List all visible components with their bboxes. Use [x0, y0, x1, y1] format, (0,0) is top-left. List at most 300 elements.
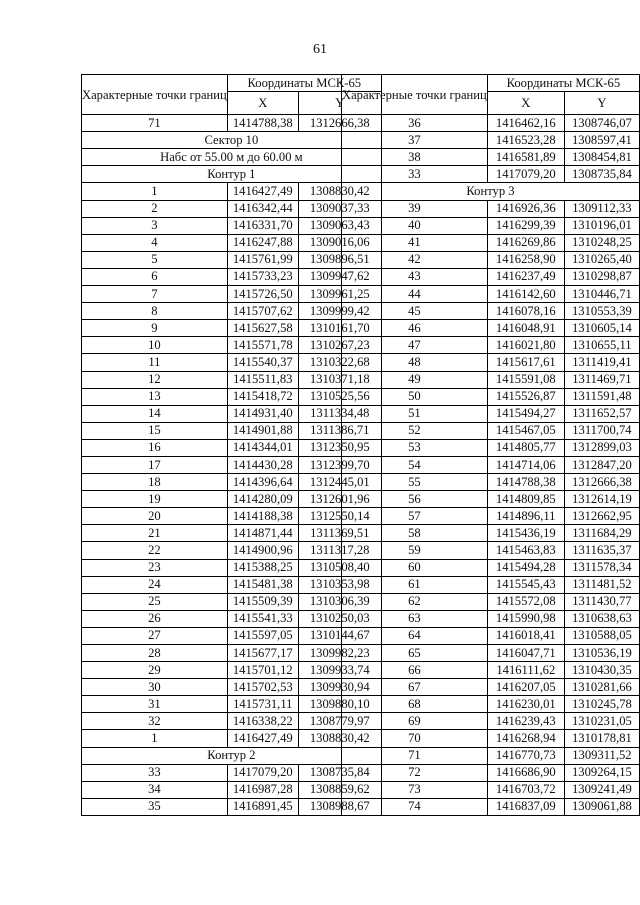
x-coordinate-cell: 1415591,08 [487, 371, 564, 388]
point-number-cell: 65 [342, 645, 488, 662]
table-row [342, 234, 640, 251]
y-coordinate-cell: 1310353,98 [298, 576, 381, 593]
x-coordinate-cell: 1416111,62 [487, 662, 564, 679]
point-number-cell: 7 [82, 286, 228, 303]
x-coordinate-cell: 1415990,98 [487, 610, 564, 627]
x-coordinate-cell: 1414188,38 [227, 508, 298, 525]
y-coordinate-cell: 1309063,43 [298, 217, 381, 234]
header-y: Y [564, 92, 639, 115]
point-number-cell: 43 [342, 268, 488, 285]
table-row [82, 456, 382, 473]
table-row [82, 781, 382, 798]
section-row [342, 183, 640, 200]
x-coordinate-cell: 1417079,20 [227, 764, 298, 781]
table-row [82, 508, 382, 525]
y-coordinate-cell: 1310508,40 [298, 559, 381, 576]
y-coordinate-cell: 1311419,41 [564, 354, 639, 371]
point-number-cell: 52 [342, 422, 488, 439]
x-coordinate-cell: 1414900,96 [227, 542, 298, 559]
x-coordinate-cell: 1415540,37 [227, 354, 298, 371]
point-number-cell: 60 [342, 559, 488, 576]
x-coordinate-cell: 1416342,44 [227, 200, 298, 217]
y-coordinate-cell: 1308779,97 [298, 713, 381, 730]
y-coordinate-cell: 1312601,96 [298, 491, 381, 508]
point-number-cell: 25 [82, 593, 228, 610]
section-label: Контур 1 [82, 166, 382, 183]
table-row [82, 405, 382, 422]
y-coordinate-cell: 1310245,78 [564, 696, 639, 713]
x-coordinate-cell: 1415511,83 [227, 371, 298, 388]
x-coordinate-cell: 1416581,89 [487, 149, 564, 166]
table-row [342, 781, 640, 798]
point-number-cell: 28 [82, 645, 228, 662]
point-number-cell: 19 [82, 491, 228, 508]
table-row [342, 166, 640, 183]
header-points: Характерные точки границ [342, 75, 488, 115]
point-number-cell: 30 [82, 679, 228, 696]
y-coordinate-cell: 1310553,39 [564, 303, 639, 320]
table-row [82, 764, 382, 781]
x-coordinate-cell: 1416926,36 [487, 200, 564, 217]
y-coordinate-cell: 1310430,35 [564, 662, 639, 679]
point-number-cell: 37 [342, 132, 488, 149]
section-row [82, 149, 382, 166]
point-number-cell: 53 [342, 439, 488, 456]
x-coordinate-cell: 1415761,99 [227, 251, 298, 268]
x-coordinate-cell: 1414788,38 [227, 115, 298, 132]
table-row [82, 610, 382, 627]
table-row [82, 217, 382, 234]
table-row [82, 115, 382, 132]
y-coordinate-cell: 1308859,62 [298, 781, 381, 798]
point-number-cell: 1 [82, 183, 228, 200]
x-coordinate-cell: 1415526,87 [487, 388, 564, 405]
table-row [342, 798, 640, 815]
coordinates-table-left [81, 74, 382, 816]
x-coordinate-cell: 1416837,09 [487, 798, 564, 815]
point-number-cell: 39 [342, 200, 488, 217]
point-number-cell: 71 [342, 747, 488, 764]
y-coordinate-cell: 1311430,77 [564, 593, 639, 610]
x-coordinate-cell: 1415571,78 [227, 337, 298, 354]
y-coordinate-cell: 1311386,71 [298, 422, 381, 439]
table-row [342, 645, 640, 662]
point-number-cell: 57 [342, 508, 488, 525]
table-row [342, 337, 640, 354]
x-coordinate-cell: 1416427,49 [227, 183, 298, 200]
point-number-cell: 40 [342, 217, 488, 234]
x-coordinate-cell: 1415707,62 [227, 303, 298, 320]
y-coordinate-cell: 1308454,81 [564, 149, 639, 166]
table-row [342, 525, 640, 542]
point-number-cell: 73 [342, 781, 488, 798]
table-row [82, 627, 382, 644]
table-row [82, 354, 382, 371]
table-row [342, 593, 640, 610]
x-coordinate-cell: 1415494,28 [487, 559, 564, 576]
table-row [342, 662, 640, 679]
point-number-cell: 66 [342, 662, 488, 679]
y-coordinate-cell: 1312550,14 [298, 508, 381, 525]
table-row [342, 747, 640, 764]
table-row [82, 234, 382, 251]
y-coordinate-cell: 1309896,51 [298, 251, 381, 268]
x-coordinate-cell: 1414430,28 [227, 456, 298, 473]
x-coordinate-cell: 1415509,39 [227, 593, 298, 610]
point-number-cell: 45 [342, 303, 488, 320]
table-row [82, 662, 382, 679]
point-number-cell: 49 [342, 371, 488, 388]
x-coordinate-cell: 1416523,28 [487, 132, 564, 149]
x-coordinate-cell: 1415572,08 [487, 593, 564, 610]
y-coordinate-cell: 1309264,15 [564, 764, 639, 781]
point-number-cell: 14 [82, 405, 228, 422]
x-coordinate-cell: 1416018,41 [487, 627, 564, 644]
table-row [82, 798, 382, 815]
x-coordinate-cell: 1416258,90 [487, 251, 564, 268]
coordinates-table-right [341, 74, 640, 816]
point-number-cell: 35 [82, 798, 228, 815]
x-coordinate-cell: 1416237,49 [487, 268, 564, 285]
table-row [342, 439, 640, 456]
table-row [342, 303, 640, 320]
x-coordinate-cell: 1415701,12 [227, 662, 298, 679]
point-number-cell: 59 [342, 542, 488, 559]
point-number-cell: 51 [342, 405, 488, 422]
y-coordinate-cell: 1310281,66 [564, 679, 639, 696]
x-coordinate-cell: 1417079,20 [487, 166, 564, 183]
table-row [82, 713, 382, 730]
y-coordinate-cell: 1310536,19 [564, 645, 639, 662]
point-number-cell: 29 [82, 662, 228, 679]
y-coordinate-cell: 1312445,01 [298, 474, 381, 491]
table-row [82, 286, 382, 303]
x-coordinate-cell: 1414901,88 [227, 422, 298, 439]
section-row [82, 747, 382, 764]
point-number-cell: 22 [82, 542, 228, 559]
section-label: Контур 2 [82, 747, 382, 764]
y-coordinate-cell: 1309880,10 [298, 696, 381, 713]
x-coordinate-cell: 1415436,19 [487, 525, 564, 542]
header-coordinates: Координаты МСК-65 [227, 75, 381, 92]
point-number-cell: 16 [82, 439, 228, 456]
table-row [82, 576, 382, 593]
y-coordinate-cell: 1312662,95 [564, 508, 639, 525]
x-coordinate-cell: 1416703,72 [487, 781, 564, 798]
x-coordinate-cell: 1416299,39 [487, 217, 564, 234]
x-coordinate-cell: 1414344,01 [227, 439, 298, 456]
table-row [82, 491, 382, 508]
point-number-cell: 23 [82, 559, 228, 576]
page-number: 61 [313, 42, 327, 57]
table-row [342, 371, 640, 388]
point-number-cell: 13 [82, 388, 228, 405]
section-label: Набс от 55.00 м до 60.00 м [82, 149, 382, 166]
header-x: X [227, 92, 298, 115]
table-row [342, 456, 640, 473]
point-number-cell: 18 [82, 474, 228, 491]
point-number-cell: 41 [342, 234, 488, 251]
y-coordinate-cell: 1311578,34 [564, 559, 639, 576]
table-row [342, 474, 640, 491]
point-number-cell: 9 [82, 320, 228, 337]
x-coordinate-cell: 1416230,01 [487, 696, 564, 713]
y-coordinate-cell: 1310371,18 [298, 371, 381, 388]
x-coordinate-cell: 1416047,71 [487, 645, 564, 662]
point-number-cell: 4 [82, 234, 228, 251]
x-coordinate-cell: 1416891,45 [227, 798, 298, 815]
point-number-cell: 68 [342, 696, 488, 713]
table-row [342, 149, 640, 166]
table-row [342, 627, 640, 644]
point-number-cell: 58 [342, 525, 488, 542]
x-coordinate-cell: 1415726,50 [227, 286, 298, 303]
y-coordinate-cell: 1310655,11 [564, 337, 639, 354]
table-row [82, 559, 382, 576]
x-coordinate-cell: 1415677,17 [227, 645, 298, 662]
table-row [82, 183, 382, 200]
header-points: Характерные точки границ [82, 75, 228, 115]
x-coordinate-cell: 1414788,38 [487, 474, 564, 491]
y-coordinate-cell: 1311334,48 [298, 405, 381, 422]
point-number-cell: 48 [342, 354, 488, 371]
table-row [82, 696, 382, 713]
y-coordinate-cell: 1309933,74 [298, 662, 381, 679]
y-coordinate-cell: 1308746,07 [564, 115, 639, 132]
table-row [82, 200, 382, 217]
y-coordinate-cell: 1312350,95 [298, 439, 381, 456]
table-row [82, 303, 382, 320]
y-coordinate-cell: 1310196,01 [564, 217, 639, 234]
point-number-cell: 44 [342, 286, 488, 303]
table-body-left [82, 115, 382, 816]
point-number-cell: 17 [82, 456, 228, 473]
section-label: Сектор 10 [82, 132, 382, 149]
table-row [82, 422, 382, 439]
x-coordinate-cell: 1415541,33 [227, 610, 298, 627]
x-coordinate-cell: 1414396,64 [227, 474, 298, 491]
point-number-cell: 6 [82, 268, 228, 285]
table-row [342, 679, 640, 696]
x-coordinate-cell: 1416078,16 [487, 303, 564, 320]
x-coordinate-cell: 1415627,58 [227, 320, 298, 337]
y-coordinate-cell: 1312666,38 [564, 474, 639, 491]
point-number-cell: 62 [342, 593, 488, 610]
x-coordinate-cell: 1415418,72 [227, 388, 298, 405]
table-row [342, 422, 640, 439]
point-number-cell: 56 [342, 491, 488, 508]
y-coordinate-cell: 1312399,70 [298, 456, 381, 473]
point-number-cell: 63 [342, 610, 488, 627]
x-coordinate-cell: 1415463,83 [487, 542, 564, 559]
point-number-cell: 32 [82, 713, 228, 730]
point-number-cell: 12 [82, 371, 228, 388]
x-coordinate-cell: 1416247,88 [227, 234, 298, 251]
y-coordinate-cell: 1312614,19 [564, 491, 639, 508]
y-coordinate-cell: 1311369,51 [298, 525, 381, 542]
table-row [82, 593, 382, 610]
table-row [342, 268, 640, 285]
point-number-cell: 1 [82, 730, 228, 747]
table-row [82, 320, 382, 337]
point-number-cell: 31 [82, 696, 228, 713]
point-number-cell: 21 [82, 525, 228, 542]
x-coordinate-cell: 1415731,11 [227, 696, 298, 713]
x-coordinate-cell: 1416770,73 [487, 747, 564, 764]
y-coordinate-cell: 1311317,28 [298, 542, 381, 559]
x-coordinate-cell: 1416142,60 [487, 286, 564, 303]
point-number-cell: 3 [82, 217, 228, 234]
y-coordinate-cell: 1309930,94 [298, 679, 381, 696]
point-number-cell: 27 [82, 627, 228, 644]
table-body-right [342, 115, 640, 816]
point-number-cell: 42 [342, 251, 488, 268]
point-number-cell: 34 [82, 781, 228, 798]
y-coordinate-cell: 1310525,56 [298, 388, 381, 405]
point-number-cell: 5 [82, 251, 228, 268]
x-coordinate-cell: 1414896,11 [487, 508, 564, 525]
x-coordinate-cell: 1415481,38 [227, 576, 298, 593]
x-coordinate-cell: 1416427,49 [227, 730, 298, 747]
x-coordinate-cell: 1416338,22 [227, 713, 298, 730]
x-coordinate-cell: 1415733,23 [227, 268, 298, 285]
table-row [342, 559, 640, 576]
y-coordinate-cell: 1308830,42 [298, 730, 381, 747]
table-row [342, 405, 640, 422]
table-row [342, 286, 640, 303]
y-coordinate-cell: 1309016,06 [298, 234, 381, 251]
point-number-cell: 70 [342, 730, 488, 747]
section-label: Контур 3 [342, 183, 640, 200]
y-coordinate-cell: 1308735,84 [298, 764, 381, 781]
y-coordinate-cell: 1309037,33 [298, 200, 381, 217]
x-coordinate-cell: 1414809,85 [487, 491, 564, 508]
section-row [82, 166, 382, 183]
y-coordinate-cell: 1311469,71 [564, 371, 639, 388]
y-coordinate-cell: 1309947,62 [298, 268, 381, 285]
point-number-cell: 50 [342, 388, 488, 405]
table-row [342, 354, 640, 371]
x-coordinate-cell: 1416331,70 [227, 217, 298, 234]
x-coordinate-cell: 1416462,16 [487, 115, 564, 132]
point-number-cell: 46 [342, 320, 488, 337]
y-coordinate-cell: 1308735,84 [564, 166, 639, 183]
y-coordinate-cell: 1310605,14 [564, 320, 639, 337]
point-number-cell: 47 [342, 337, 488, 354]
point-number-cell: 54 [342, 456, 488, 473]
table-row [342, 576, 640, 593]
y-coordinate-cell: 1310267,23 [298, 337, 381, 354]
y-coordinate-cell: 1309241,49 [564, 781, 639, 798]
x-coordinate-cell: 1415494,27 [487, 405, 564, 422]
table-row [82, 337, 382, 354]
point-number-cell: 33 [82, 764, 228, 781]
x-coordinate-cell: 1415545,43 [487, 576, 564, 593]
point-number-cell: 20 [82, 508, 228, 525]
x-coordinate-cell: 1414805,77 [487, 439, 564, 456]
table-row [342, 217, 640, 234]
table-row [342, 491, 640, 508]
x-coordinate-cell: 1416987,28 [227, 781, 298, 798]
y-coordinate-cell: 1312666,38 [298, 115, 381, 132]
y-coordinate-cell: 1310161,70 [298, 320, 381, 337]
y-coordinate-cell: 1311652,57 [564, 405, 639, 422]
y-coordinate-cell: 1310248,25 [564, 234, 639, 251]
y-coordinate-cell: 1310231,05 [564, 713, 639, 730]
point-number-cell: 26 [82, 610, 228, 627]
y-coordinate-cell: 1308830,42 [298, 183, 381, 200]
table-row [82, 251, 382, 268]
table-row [342, 610, 640, 627]
x-coordinate-cell: 1416207,05 [487, 679, 564, 696]
table-row [342, 764, 640, 781]
table-row [342, 115, 640, 132]
table-row [342, 730, 640, 747]
point-number-cell: 33 [342, 166, 488, 183]
y-coordinate-cell: 1309982,23 [298, 645, 381, 662]
y-coordinate-cell: 1310265,40 [564, 251, 639, 268]
table-row [82, 388, 382, 405]
table-row [82, 268, 382, 285]
point-number-cell: 24 [82, 576, 228, 593]
y-coordinate-cell: 1311684,29 [564, 525, 639, 542]
table-row [82, 645, 382, 662]
point-number-cell: 69 [342, 713, 488, 730]
y-coordinate-cell: 1312847,20 [564, 456, 639, 473]
y-coordinate-cell: 1311481,52 [564, 576, 639, 593]
x-coordinate-cell: 1416239,43 [487, 713, 564, 730]
y-coordinate-cell: 1309999,42 [298, 303, 381, 320]
table-row [342, 696, 640, 713]
point-number-cell: 36 [342, 115, 488, 132]
y-coordinate-cell: 1311591,48 [564, 388, 639, 405]
y-coordinate-cell: 1311635,37 [564, 542, 639, 559]
table-row [342, 320, 640, 337]
point-number-cell: 15 [82, 422, 228, 439]
x-coordinate-cell: 1414714,06 [487, 456, 564, 473]
x-coordinate-cell: 1416021,80 [487, 337, 564, 354]
y-coordinate-cell: 1310250,03 [298, 610, 381, 627]
x-coordinate-cell: 1416269,86 [487, 234, 564, 251]
x-coordinate-cell: 1415597,05 [227, 627, 298, 644]
header-x: X [487, 92, 564, 115]
table-row [342, 508, 640, 525]
point-number-cell: 8 [82, 303, 228, 320]
y-coordinate-cell: 1309961,25 [298, 286, 381, 303]
table-row [82, 679, 382, 696]
point-number-cell: 2 [82, 200, 228, 217]
y-coordinate-cell: 1310144,67 [298, 627, 381, 644]
table-row [342, 251, 640, 268]
point-number-cell: 61 [342, 576, 488, 593]
x-coordinate-cell: 1416048,91 [487, 320, 564, 337]
header-y: Y [298, 92, 381, 115]
y-coordinate-cell: 1310446,71 [564, 286, 639, 303]
table-row [82, 371, 382, 388]
table-row [82, 439, 382, 456]
y-coordinate-cell: 1310306,39 [298, 593, 381, 610]
point-number-cell: 38 [342, 149, 488, 166]
x-coordinate-cell: 1416268,94 [487, 730, 564, 747]
table-row [342, 388, 640, 405]
point-number-cell: 10 [82, 337, 228, 354]
table-row [82, 525, 382, 542]
y-coordinate-cell: 1312899,03 [564, 439, 639, 456]
y-coordinate-cell: 1309311,52 [564, 747, 639, 764]
y-coordinate-cell: 1308988,67 [298, 798, 381, 815]
point-number-cell: 71 [82, 115, 228, 132]
y-coordinate-cell: 1310638,63 [564, 610, 639, 627]
